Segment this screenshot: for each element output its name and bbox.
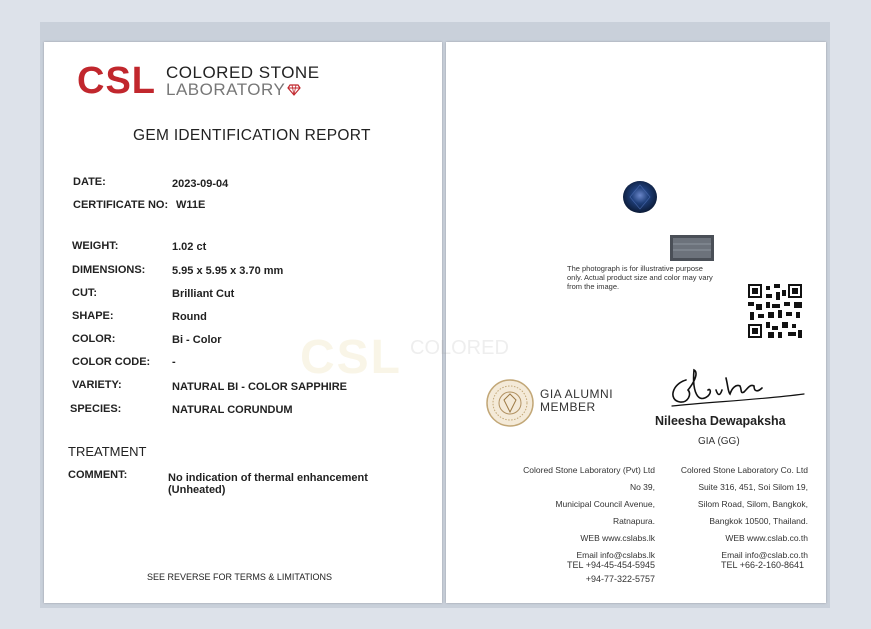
address-line: No 39, (629, 482, 655, 492)
date-label: DATE: (73, 176, 106, 188)
photo-disclaimer: The photograph is for illustrative purpose only. Actual product size and color may vary from the image. (567, 264, 713, 291)
address-web[interactable]: WEB www.cslabs.lk (580, 533, 655, 543)
color-label: COLOR: (72, 333, 116, 345)
address-line: Silom Road, Silom, Bangkok, (697, 499, 808, 509)
csl-logo (77, 62, 320, 100)
signer-name: Nileesha Dewapaksha (655, 414, 786, 428)
address-srilanka (505, 462, 655, 564)
tel-line: TEL +66-2-160-8641 (721, 560, 804, 570)
gia-line2: MEMBER (540, 400, 596, 414)
address-line: Municipal Council Avenue, (555, 499, 655, 509)
color-value: Bi - Color (172, 334, 222, 346)
signer-title: GIA (GG) (698, 436, 740, 447)
gia-member-text (540, 388, 613, 414)
logo-mark: CSL (77, 60, 156, 102)
address-line: Ratnapura. (612, 516, 655, 526)
comment-value: No indication of thermal enhancement (Unheated) (168, 472, 368, 496)
color-code-label: COLOR CODE: (72, 356, 151, 368)
date-value: 2023-09-04 (172, 178, 229, 190)
cut-value: Brilliant Cut (172, 288, 235, 300)
weight-value: 1.02 ct (172, 241, 207, 253)
address-line: Colored Stone Laboratory (Pvt) Ltd (523, 465, 655, 475)
gem-photo-icon (622, 180, 658, 214)
watermark-text: COLORED (410, 337, 509, 359)
weight-label: WEIGHT: (72, 240, 119, 252)
hologram-stamp-icon (670, 235, 714, 261)
certificate-no-value: W11E (176, 199, 206, 211)
cut-label: CUT: (72, 287, 98, 299)
terms-note: SEE REVERSE FOR TERMS & LIMITATIONS (147, 572, 333, 582)
report-title: GEM IDENTIFICATION REPORT (133, 127, 371, 144)
dimensions-label: DIMENSIONS: (72, 264, 146, 276)
logo-line2-wrap (166, 81, 320, 98)
variety-value: NATURAL BI - COLOR SAPPHIRE (172, 381, 347, 393)
address-line: Colored Stone Laboratory Co. Ltd (680, 465, 808, 475)
logo-line2: LABORATORY (166, 80, 286, 99)
comment-label: COMMENT: (68, 469, 128, 481)
tel-srilanka (505, 558, 655, 586)
gia-line1: GIA ALUMNI (540, 387, 614, 401)
address-thailand (664, 462, 808, 564)
tel-thailand (664, 558, 804, 572)
watermark-mark: CSL (300, 331, 402, 384)
address-line: Suite 316, 451, Soi Silom 19, (698, 482, 808, 492)
variety-label: VARIETY: (72, 379, 122, 391)
shape-label: SHAPE: (72, 310, 114, 322)
color-code-value: - (172, 356, 176, 368)
signature-image (658, 362, 808, 412)
diamond-icon (287, 84, 301, 96)
tel-line: +94-77-322-5757 (585, 574, 655, 584)
address-web[interactable]: WEB www.cslab.co.th (725, 533, 808, 543)
species-value: NATURAL CORUNDUM (172, 404, 293, 416)
shape-value: Round (172, 311, 207, 323)
logo-text (166, 64, 320, 98)
address-email[interactable]: Email info@cslabs.lk (576, 550, 655, 560)
address-line: Bangkok 10500, Thailand. (709, 516, 808, 526)
certificate-no-label: CERTIFICATE NO: (73, 199, 169, 211)
treatment-heading: TREATMENT (68, 444, 147, 459)
gia-seal-icon (486, 379, 534, 427)
logo-line1: COLORED STONE (166, 63, 320, 82)
address-email[interactable]: Email info@cslab.co.th (721, 550, 808, 560)
dimensions-value: 5.95 x 5.95 x 3.70 mm (172, 265, 284, 277)
species-label: SPECIES: (70, 403, 122, 415)
qr-code-icon[interactable] (748, 284, 802, 338)
tel-line: TEL +94-45-454-5945 (567, 560, 655, 570)
